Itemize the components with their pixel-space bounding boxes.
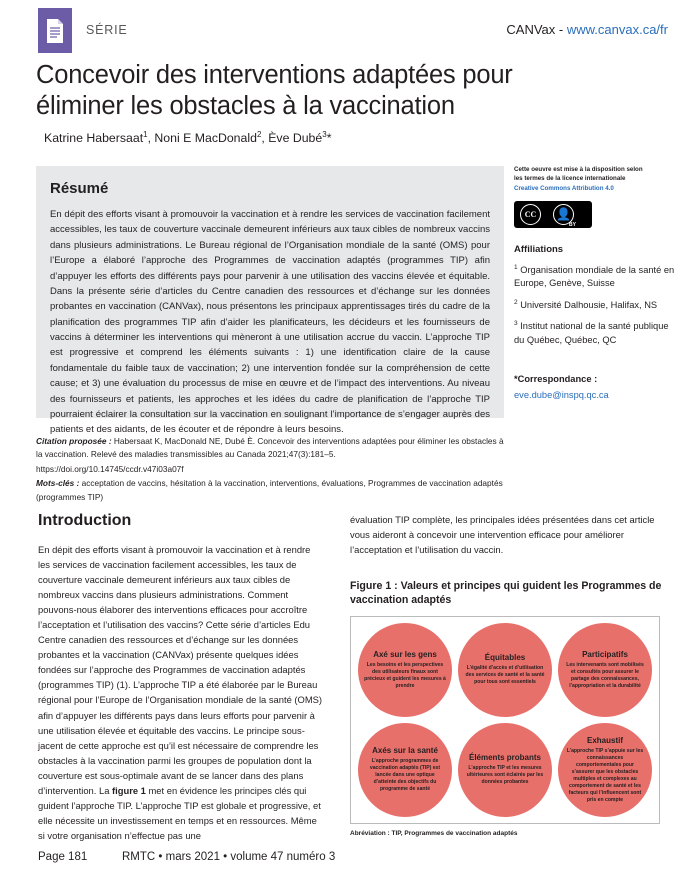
abstract-box: [36, 166, 504, 436]
intro-text-b: met en évidence les principes clés qui guident l’approche TIP. L’approche TIP est globale et progressive, et elle nécessite un investissement en temps et en ressources. Même si votre organisation n’effectue pas une: [38, 784, 321, 841]
footer-journal-info: RMTC • mars 2021 • volume 47 numéro 3: [122, 851, 336, 863]
keywords-line: [36, 477, 506, 504]
section-heading-introduction: Introduction: [38, 512, 132, 529]
affiliation-text: Organisation mondiale de la santé en Europe, Genève, Suisse: [514, 264, 675, 289]
intro-text-a: En dépit des efforts visant à promouvoir la vaccination et à rendre les services de vaccination facilement accessibles, les taux de couverture vaccinale demeurent inférieurs aux taux cibles de nombreux vaccins dans plusieurs administrations. Comment pouvons-nous élaborer des interventions efficaces pour accroître l’acceptation et l’utilisation des vaccins? Cette série d’articles Edu Centre canadien des ressources et d’échange sur les données probantes et la vaccination (CANVax) présente quelques idées fondées sur l’approche des Programmes de vaccination adaptés (programmes TIP) (1). L’approche TIP a été élaborée par le Bureau régional pour l’Europe de l’Organisation mondiale de la santé (OMS) afin d’appuyer les différents pays dans leurs efforts pour parvenir à une utilisation élevée et équitable des vaccins. Le principe sous-jacent de cette approche est qu’il est nécessaire de comprendre les obstacles à la vaccination parmi les groupes de population dont la couverture est sous-optimale avant de se lancer dans des plans d’intervention. La: [38, 544, 323, 796]
bubble-title: Axés sur la santé: [372, 746, 438, 756]
citation-block: [36, 435, 506, 505]
citation-doi[interactable]: https://doi.org/10.14745/ccdr.v47i03a07f: [36, 463, 184, 474]
creative-commons-badge-icon: [514, 201, 592, 228]
bubble-title: Éléments probants: [468, 753, 541, 763]
series-badge: [38, 8, 72, 53]
figure-abbreviation: Abréviation : TIP, Programmes de vaccination adaptés: [350, 829, 518, 837]
keywords-text: acceptation de vaccins, hésitation à la vaccination, interventions, évaluations, Programmes de vaccination adaptés (programmes TIP): [36, 478, 503, 502]
affiliations-heading: Affiliations: [514, 243, 564, 255]
license-line-1: Cette oeuvre est mise à la disposition selon: [514, 166, 643, 173]
affiliation-item: [514, 263, 676, 291]
affiliation-marker: 3: [514, 320, 518, 328]
bubble-text: L’égalité d’accès et d’utilisation des services de santé et la santé pour tous sont essentiels: [465, 665, 545, 686]
correspondence-label: *Correspondance :: [514, 373, 598, 384]
figure-bubble: [458, 723, 552, 817]
series-label: SÉRIE: [86, 23, 128, 37]
author-list: Katrine Habersaat$^1$, Noni E MacDonald$^2$, Ève Dubé$^3$*: [44, 130, 332, 146]
intro-paragraph: [38, 542, 324, 843]
affiliation-marker: 2: [514, 298, 518, 306]
figure-caption-title: Figure 1 : Valeurs et principes qui guident les Programmes de vaccination adaptés: [350, 580, 662, 607]
figure-bubble: [358, 723, 452, 817]
affiliation-text: Institut national de la santé publique du Québec, Québec, QC: [514, 321, 669, 346]
brand-url[interactable]: www.canvax.ca/fr: [566, 22, 668, 37]
affiliation-marker: 1: [514, 263, 518, 271]
figure-1: [350, 616, 660, 824]
bubble-text: L’approche TIP s’appuie sur les connaissances comportementales pour s’assurer que les obstacles multiples et complexes au comportement de santé et les facteurs qui l’influencent sont pris en compte: [566, 747, 644, 803]
figure-bubble: [358, 623, 452, 717]
figure-bubble: [458, 623, 552, 717]
intro-column-right: [350, 512, 662, 837]
figure-row-top: [355, 623, 655, 717]
citation-label: Citation proposée :: [36, 436, 112, 446]
figure-row-bottom: [355, 723, 655, 817]
header-brand: [506, 22, 668, 37]
sidebar-rail: [514, 165, 676, 400]
cc-mark-icon: CC: [520, 204, 541, 225]
figure-bubble: [558, 723, 652, 817]
abstract-heading: Résumé: [50, 180, 109, 197]
person-icon: 👤: [553, 204, 574, 225]
bubble-text: Les besoins et les perspectives des utilisateurs finaux sont précieux et guident les mesures à prendre: [364, 661, 446, 689]
citation-line: [36, 435, 506, 462]
page-number: Page 181: [38, 851, 88, 863]
citation-text: Habersaat K, MacDonald NE, Dubé È. Concevoir des interventions adaptées pour éliminer les obstacles à la vaccination. Relevé des maladies transmissibles au Canada 2021;47(3):181–5.: [36, 436, 504, 460]
keywords-label: Mots-clés :: [36, 478, 80, 489]
license-line-2: les termes de la licence internationale: [514, 175, 626, 183]
bubble-title: Exhaustif: [586, 735, 623, 745]
page-footer: [0, 851, 690, 871]
license-link[interactable]: Creative Commons Attribution 4.0: [514, 184, 614, 192]
page-header: [0, 0, 690, 62]
bubble-title: Équitables: [484, 653, 526, 663]
affiliation-item: [514, 298, 676, 313]
document-lines-icon: [45, 18, 65, 44]
brand-name: CANVax -: [506, 22, 567, 37]
bubble-text: Les intervenants sont mobilisés et consultés pour assurer le partage des connaissances, l’appropriation et la durabilité: [566, 661, 644, 689]
affiliation-item: [514, 319, 676, 347]
page-title: Concevoir des interventions adaptées pour éliminer les obstacles à la vaccination: [36, 61, 513, 121]
figure-bubble: [558, 623, 652, 717]
bubble-text: L’approche programmes de vaccination adaptés (TIP) est lancée dans une optique d’atteinte des objectifs du programme de santé: [369, 758, 441, 793]
intro-paragraph-continued: évaluation TIP complète, les principales idées présentées dans cet article vous aideront à concevoir une intervention efficace pour améliorer l’acceptation et l’utilisation du vaccin.: [350, 514, 655, 556]
figure-reference: figure 1: [112, 784, 146, 796]
intro-column-left: [38, 512, 324, 843]
affiliation-text: Université Dalhousie, Halifax, NS: [517, 300, 658, 311]
abstract-body: En dépit des efforts visant à promouvoir la vaccination et à rendre les services de vaccination facilement accessibles, les taux de couverture vaccinale demeurent inférieurs aux taux cibles de nombreux vaccins dans plusieurs administrations. Le Bureau régional de l’Organisation mondiale de la santé (OMS) pour l’Europe a élaboré l’approche des Programmes de vaccination adaptés (programmes TIP) afin d’appuyer les efforts des différents pays pour parvenir à une utilisation des vaccins élevée et équitable. Dans la présente série d’articles du Centre canadien des ressources et d’échange sur les données probantes en vaccination (CANVax), nous présentons les principaux apprentissages tirés du cadre de la planification des programmes TIP afin d’aider les planificateurs, les décideurs et les fournisseurs de vaccins à déterminer les interventions qui mèneront à une utilisation accrue du vaccin. L’approche TIP est progressive et comprend les éléments suivants : 1) une identification claire de la cause fondamentale du faible taux de vaccination; 2) une intervention fondée sur la compréhension de cette cause; et 3) une évaluation du processus de mise en œuvre et de l’impact des interventions. Au niveau des fournisseurs et patients, les approches et les idées du cadre de planification de l’approche TIP pourraient éclairer la consultation sur la vaccination en soulignant l’importance de s’engager auprès des patients et des aidants, de les écouter et de répondre à leurs besoins.: [50, 209, 490, 436]
bubble-text: L’approche TIP et les mesures ultérieures sont éclairés par les données probantes: [466, 765, 544, 786]
bubble-title: Participatifs: [582, 649, 628, 659]
cc-by-label: BY: [569, 221, 576, 228]
correspondence-email[interactable]: eve.dube@inspq.qc.ca: [514, 389, 609, 400]
license-note: [514, 165, 676, 193]
bubble-title: Axé sur les gens: [373, 649, 437, 659]
